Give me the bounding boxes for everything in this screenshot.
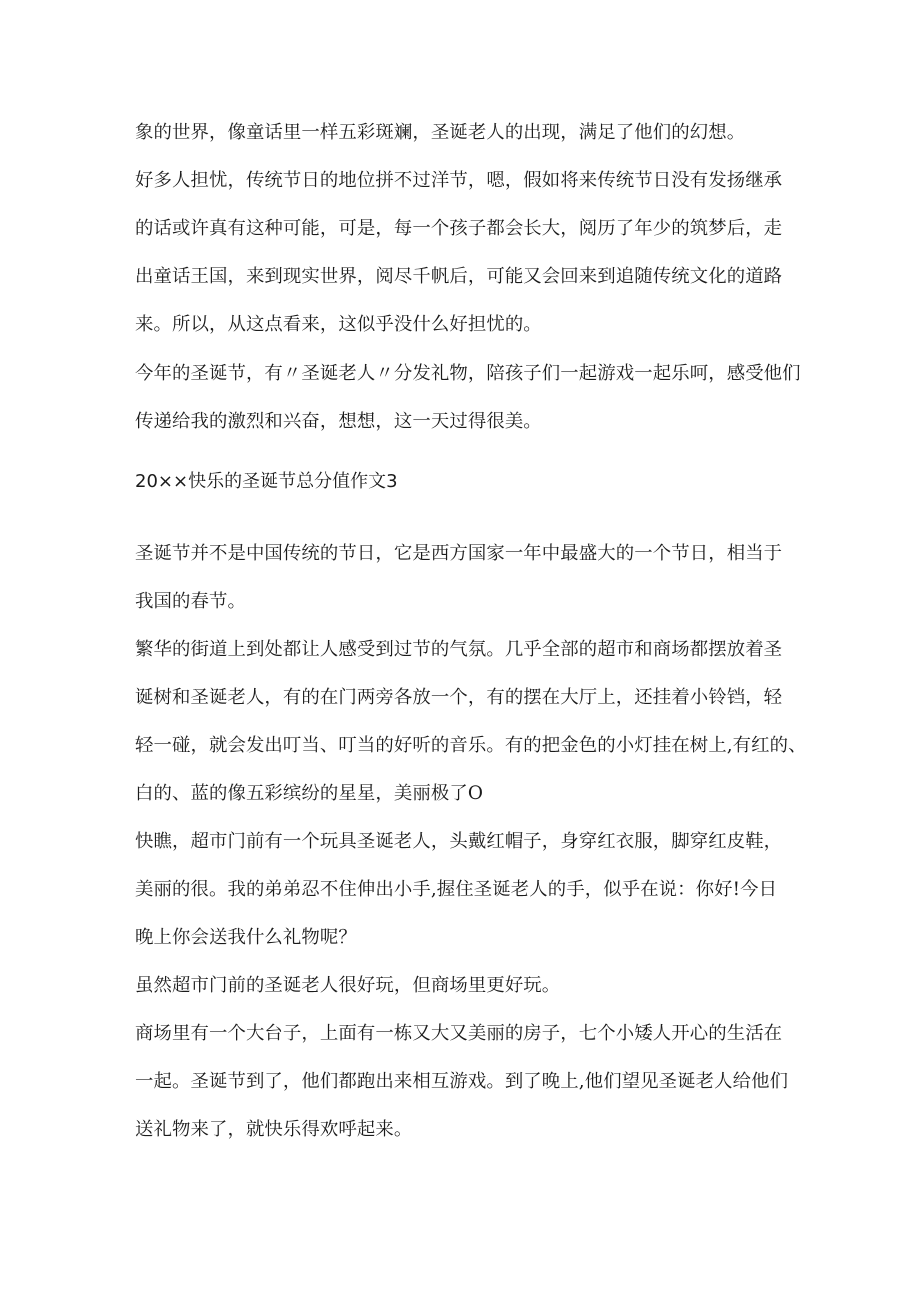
text-line: 的话或许真有这种可能，可是，每一个孩子都会长大，阅历了年少的筑梦后，走 (135, 218, 783, 239)
text-line: 轻一碰，就会发出叮当、叮当的好听的音乐。有的把金色的小灯挂在树上,有红的、 (135, 735, 807, 756)
text-line: 一起。圣诞节到了，他们都跑出来相互游戏。到了晚上,他们望见圣诞老人给他们 (135, 1071, 789, 1092)
text-line: 诞树和圣诞老人，有的在门两旁各放一个，有的摆在大厅上，还挂着小铃铛，轻 (135, 687, 783, 708)
text-line: 虽然超市门前的圣诞老人很好玩，但商场里更好玩。 (135, 975, 561, 996)
section-heading: 20××快乐的圣诞节总分值作文3 (135, 471, 398, 492)
text-line: 传递给我的激烈和兴奋，想想，这一天过得很美。 (135, 411, 542, 432)
text-line: 圣诞节并不是中国传统的节日，它是西方国家一年中最盛大的一个节日，相当于 (135, 543, 783, 564)
text-line: 送礼物来了，就快乐得欢呼起来。 (135, 1119, 413, 1140)
text-line: 来。所以，从这点看来，这似乎没什么好担忧的。 (135, 314, 542, 335)
text-line: 商场里有一个大台子，上面有一栋又大又美丽的房子，七个小矮人开心的生活在 (135, 1023, 783, 1044)
text-line: 我国的春节。 (135, 591, 246, 612)
text-line: 好多人担忧，传统节日的地位拼不过洋节，嗯，假如将来传统节日没有发扬继承 (135, 170, 783, 191)
text-line: 今年的圣诞节，有〃圣诞老人〃分发礼物，陪孩子们一起游戏一起乐呵，感受他们 (135, 363, 801, 384)
text-line: 快瞧，超市门前有一个玩具圣诞老人，头戴红帽子，身穿红衣服，脚穿红皮鞋， (135, 831, 783, 852)
text-line: 美丽的很。我的弟弟忍不住伸出小手,握住圣诞老人的手，似乎在说：你好!今日 (135, 879, 778, 900)
text-line: 象的世界，像童话里一样五彩斑斓，圣诞老人的出现，满足了他们的幻想。 (135, 122, 746, 143)
text-line: 白的、蓝的像五彩缤纷的星星，美丽极了O (135, 783, 484, 804)
text-line: 出童话王国，来到现实世界，阅尽千帆后，可能又会回来到追随传统文化的道路 (135, 266, 783, 287)
text-line: 繁华的街道上到处都让人感受到过节的气氛。几乎全部的超市和商场都摆放着圣 (135, 639, 783, 660)
text-line: 晚上你会送我什么礼物呢？ (135, 927, 357, 948)
